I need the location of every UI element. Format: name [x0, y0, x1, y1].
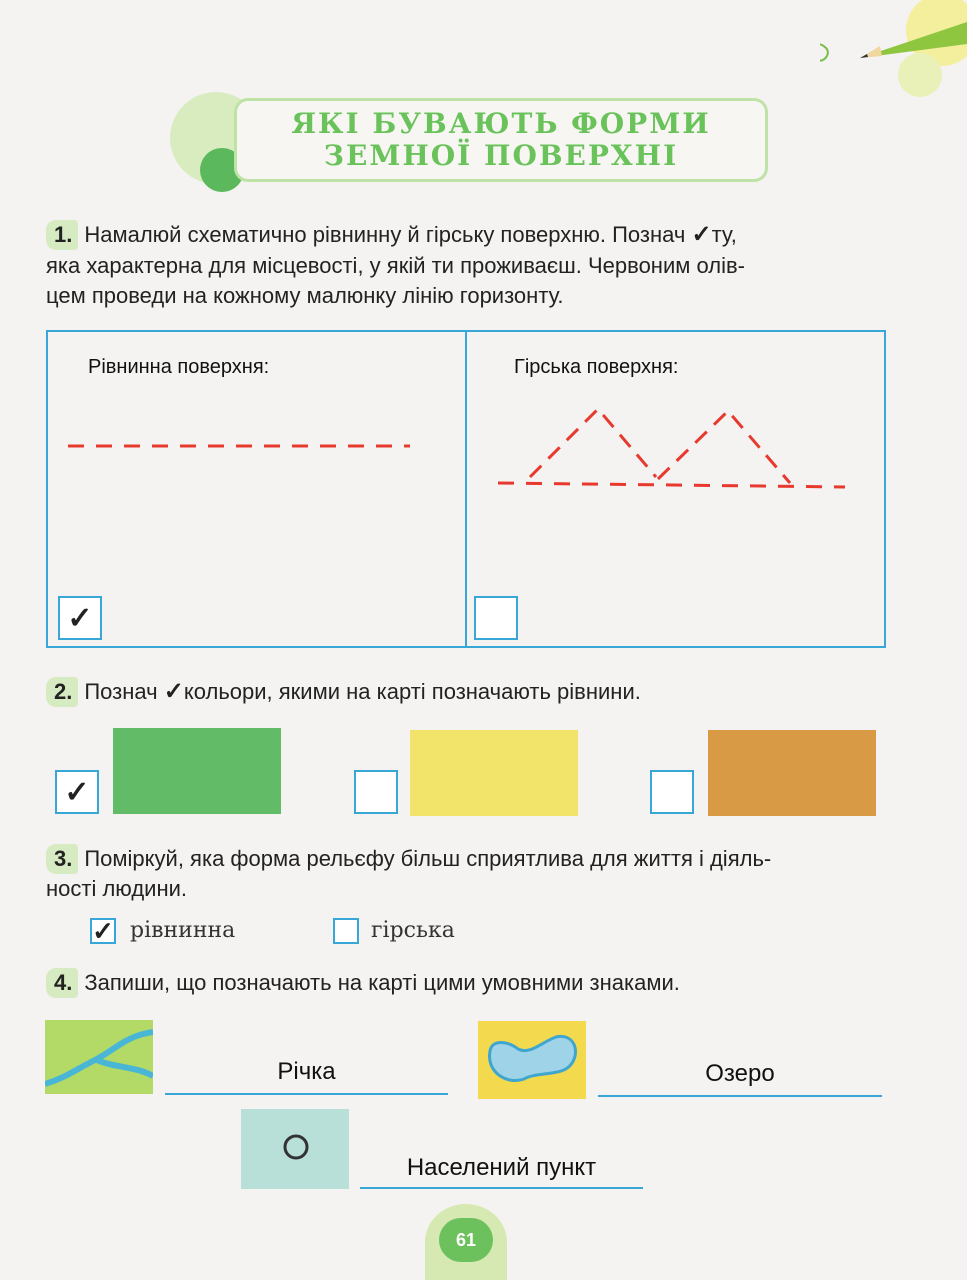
task1-line2: яка характерна для місцевості, у якій ти проживаєш. Червоним олів-: [46, 253, 745, 278]
task4-text: Запиши, що позначають на карті цими умовними знаками.: [84, 970, 680, 995]
mountain-relief-checkbox[interactable]: [333, 918, 359, 944]
plain-horizon-drawing: [60, 430, 420, 460]
task3-line2: ності людини.: [46, 876, 187, 901]
green-color-swatch: [113, 728, 281, 814]
page-number-badge: [425, 1204, 507, 1280]
task3-prompt: [46, 844, 891, 874]
task2-text-a: Познач: [84, 679, 158, 704]
brown-color-checkbox[interactable]: [650, 770, 694, 814]
task1-text-a: Намалюй схематично рівнинну й гірську поверхню. Познач: [84, 222, 686, 247]
checkmark-icon: ✓: [691, 221, 712, 248]
task3-number: 3.: [46, 844, 78, 874]
checkbox-mark: [356, 772, 396, 812]
checkbox-mark: [652, 772, 692, 812]
checkbox-mark: ✓: [92, 915, 114, 946]
title-line-1: ЯКІ БУВАЮТЬ ФОРМИ: [291, 107, 711, 140]
page-title: [234, 98, 768, 182]
task3-line1: Поміркуй, яка форма рельєфу більш сприятлива для життя і діяль-: [84, 846, 772, 871]
plain-surface-checkbox[interactable]: [58, 596, 102, 640]
mountain-horizon-drawing: [490, 395, 860, 505]
plain-relief-label: рівнинна: [130, 918, 236, 943]
task1-line3: цем проведи на кожному малюнку лінію горизонту.: [46, 283, 564, 308]
mountain-relief-label: гірська: [371, 918, 455, 943]
task4-number: 4.: [46, 968, 78, 998]
checkbox-mark: ✓: [67, 601, 93, 635]
yellow-color-swatch: [410, 730, 578, 816]
river-symbol-icon: [45, 1020, 153, 1094]
plain-surface-label: Рівнинна поверхня:: [88, 356, 270, 378]
answer-river[interactable]: Річка: [277, 1058, 336, 1085]
checkbox-mark: [335, 920, 357, 942]
answer-settlement[interactable]: Населений пункт: [406, 1154, 597, 1181]
task1-text-b: ту,: [711, 222, 737, 247]
answer-lake[interactable]: Озеро: [705, 1060, 775, 1087]
checkbox-mark: [476, 598, 516, 638]
checkmark-icon: ✓: [163, 678, 184, 705]
checkbox-mark: ✓: [64, 775, 90, 809]
settlement-symbol-icon: [241, 1109, 349, 1189]
task1-prompt: [46, 220, 891, 250]
answer-line-settlement: [360, 1187, 643, 1189]
answer-line-river: [165, 1093, 448, 1095]
task2-number: 2.: [46, 677, 78, 707]
mountain-surface-label: Гірська поверхня:: [514, 356, 679, 378]
task4-prompt: [46, 968, 891, 998]
answer-line-lake: [598, 1095, 882, 1097]
plain-relief-checkbox[interactable]: [90, 915, 116, 946]
pencil-decoration-icon: [820, 0, 967, 100]
page-number: 61: [439, 1218, 493, 1262]
green-color-checkbox[interactable]: [55, 770, 99, 814]
title-line-2: ЗЕМНОЇ ПОВЕРХНІ: [323, 139, 679, 172]
mountain-surface-checkbox[interactable]: [474, 596, 518, 640]
brown-color-swatch: [708, 730, 876, 816]
lake-symbol-icon: [478, 1021, 586, 1099]
task1-frame-divider: [465, 330, 467, 648]
yellow-color-checkbox[interactable]: [354, 770, 398, 814]
task2-prompt: [46, 677, 891, 707]
task1-number: 1.: [46, 220, 78, 250]
task2-text-b: кольори, якими на карті позначають рівнини.: [183, 679, 641, 704]
